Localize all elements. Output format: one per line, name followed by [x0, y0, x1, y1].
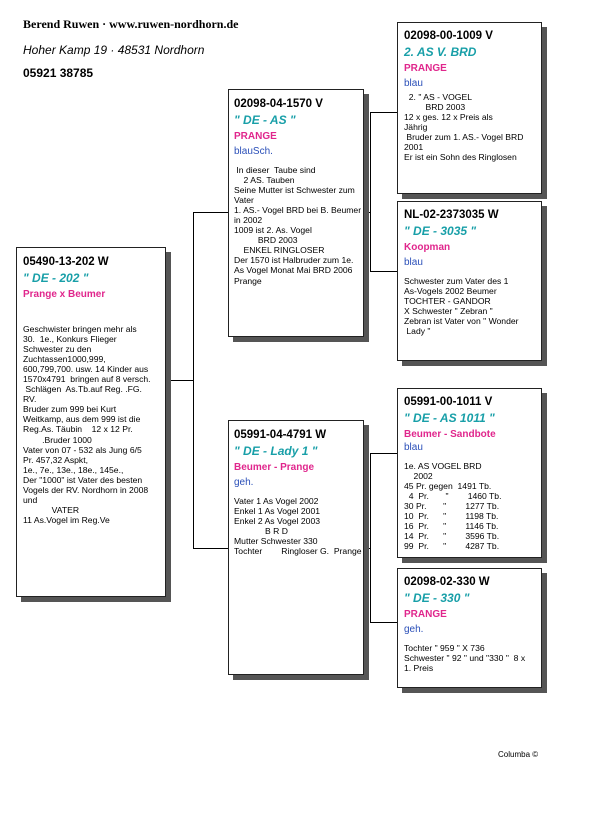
breeder-label: Prange x Beumer	[23, 289, 106, 300]
plumage-color: geh.	[404, 624, 424, 635]
pigeon-notes: In dieser Taube sind 2 AS. Tauben Seine Mutter ist Schwester zum Vater 1. AS.- Vogel BRD bei B. Beumer in 2002 1009 ist 2. As. Vogel BRD 2003 ENKEL RINGLOSER Der 1570 ist Halbruder zum 1e. As Vogel Monat Mai BRD 2006 Prange	[234, 165, 362, 286]
plumage-color: blau	[404, 442, 423, 453]
ring-number: 02098-00-1009 V	[404, 30, 493, 42]
pigeon-card-dam-dam	[397, 568, 542, 688]
connector-main-stub	[165, 380, 193, 381]
pigeon-name: 2. AS V. BRD	[404, 45, 477, 59]
pigeon-card-dam-sire	[397, 388, 542, 558]
pigeon-notes: 2. " AS - VOGEL BRD 2003 12 x ges. 12 x Preis als Jährig Bruder zum 1. AS.- Vogel BRD 2001 Er ist ein Sohn des Ringlosen	[404, 92, 524, 163]
pigeon-name: " DE - AS "	[234, 113, 296, 127]
plumage-color: geh.	[234, 477, 254, 488]
plumage-color: blau	[404, 78, 423, 89]
pigeon-card-sire-sire	[397, 22, 542, 194]
pigeon-card-sire-dam	[397, 201, 542, 361]
pigeon-name: " DE - 202 "	[23, 271, 89, 285]
breeder-label: Beumer - Prange	[234, 462, 315, 473]
connector-dam-stub	[363, 548, 370, 549]
pigeon-card-dam	[228, 420, 364, 675]
connector-sire-stub	[363, 212, 370, 213]
pigeon-card-main	[16, 247, 166, 597]
connector-to-dam-dam	[370, 622, 397, 623]
connector-to-sire	[193, 212, 229, 213]
ring-number: 02098-02-330 W	[404, 576, 490, 588]
breeder-label: PRANGE	[404, 63, 447, 74]
connector-to-sire-sire	[370, 112, 397, 113]
pigeon-card-sire	[228, 89, 364, 337]
ring-number: 05991-00-1011 V	[404, 396, 493, 408]
pigeon-notes: 1e. AS VOGEL BRD 2002 45 Pr. gegen 1491 Tb. 4 Pr. " 1460 Tb. 30 Pr. " 1277 Tb. 10 Pr. " 1198 Tb. 16 Pr. " 1146 Tb. 14 Pr. " 3596 Tb. 99 Pr. " 4287 Tb.	[404, 461, 502, 552]
pigeon-notes: Geschwister bringen mehr als 30. 1e., Konkurs Flieger Schwester zu den Zuchtassen1000,999, 600,799,700. usw. 14 Kinder aus 1570x4791 bringen auf 8 versch. Schlägen As.Tb.auf Reg. .FG. RV. Bruder zum 999 bei Kurt Weitkamp, aus dem 999 ist die Reg.As. Täubin 12 x 12 Pr. .Bruder 1000 Vater von 07 - 532 als Jung 6/5 Pr. 457,32 Aspkt, 1e., 7e., 13e., 18e., 145e., Der "1000" ist Vater des besten Vogels der RV. Nordhorn in 2008 und VATER 11 As.Vogel im Reg.Ve	[23, 324, 151, 525]
ring-number: NL-02-2373035 W	[404, 209, 499, 221]
pigeon-name: " DE - 330 "	[404, 591, 470, 605]
breeder-address: Hoher Kamp 19 · 48531 Nordhorn	[23, 43, 205, 57]
plumage-color: blauSch.	[234, 146, 273, 157]
connector-to-dam	[193, 548, 229, 549]
breeder-label: PRANGE	[404, 609, 447, 620]
connector-main-vertical	[193, 212, 194, 549]
connector-to-sire-dam	[370, 271, 397, 272]
pigeon-notes: Tochter " 959 " X 736 Schwester " 92 " und "330 " 8 x 1. Preis	[404, 643, 526, 674]
breeder-label: Koopman	[404, 242, 451, 253]
ring-number: 05991-04-4791 W	[234, 429, 327, 441]
breeder-name-website: Berend Ruwen · www.ruwen-nordhorn.de	[23, 17, 239, 31]
pigeon-name: " DE - Lady 1 "	[234, 444, 318, 458]
breeder-phone: 05921 38785	[23, 66, 94, 80]
breeder-label: Beumer - Sandbote	[404, 429, 496, 440]
pigeon-name: " DE - AS 1011 "	[404, 411, 495, 425]
pigeon-notes: Vater 1 As Vogel 2002 Enkel 1 As Vogel 2001 Enkel 2 As Vogel 2003 B R D Mutter Schwester 330 Tochter Ringloser G. Prange	[234, 496, 362, 557]
pigeon-name: " DE - 3035 "	[404, 224, 477, 238]
breeder-label: PRANGE	[234, 131, 277, 142]
pigeon-notes: Schwester zum Vater des 1 As-Vogels 2002 Beumer TOCHTER - GANDOR X Schwester " Zebran " Zebran ist Vater von " Wonder Lady "	[404, 276, 519, 337]
plumage-color: blau	[404, 257, 423, 268]
connector-sire-vertical	[370, 112, 371, 272]
ring-number: 05490-13-202 W	[23, 256, 109, 268]
ring-number: 02098-04-1570 V	[234, 98, 323, 110]
connector-dam-vertical	[370, 453, 371, 623]
connector-to-dam-sire	[370, 453, 397, 454]
software-credit: Columba ©	[498, 750, 539, 759]
